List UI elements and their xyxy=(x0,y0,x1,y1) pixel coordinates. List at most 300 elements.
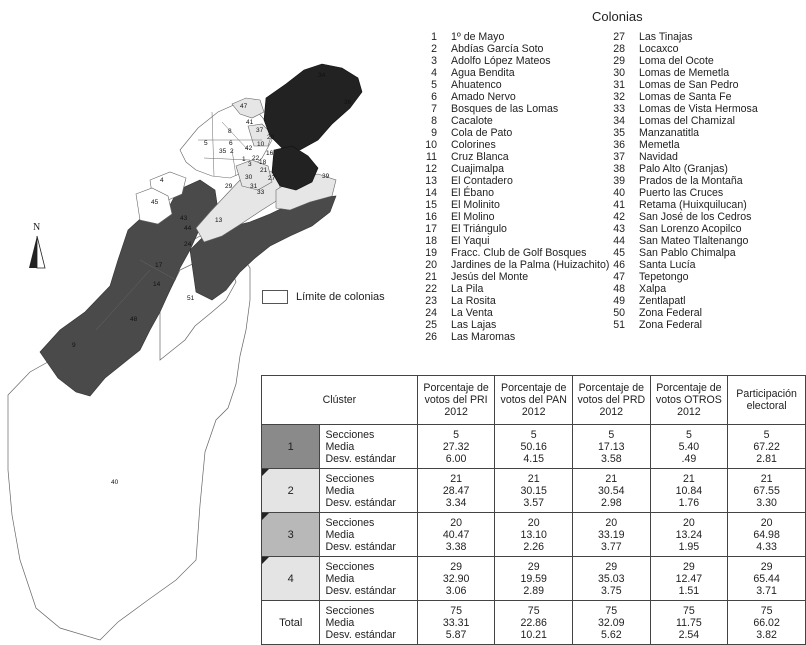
stat-value: 4.33 xyxy=(756,540,777,553)
colonia-item xyxy=(595,103,758,115)
stat-value: 1.95 xyxy=(678,540,700,553)
value-cell xyxy=(573,425,651,469)
colonia-number: 15 xyxy=(425,199,437,212)
colonia-name: Memetla xyxy=(639,139,680,152)
value-cell xyxy=(417,425,495,469)
stat-value: 3.75 xyxy=(600,584,622,597)
colonia-item xyxy=(407,175,609,187)
cluster-label: 2 xyxy=(287,484,294,497)
cluster-label: Total xyxy=(279,616,303,629)
table-body xyxy=(262,425,806,645)
stat-value: 33.19 xyxy=(598,528,625,541)
colonia-number: 47 xyxy=(613,271,625,284)
map-label-16: 16 xyxy=(266,150,274,157)
map-label-6: 6 xyxy=(229,140,233,147)
colonia-item xyxy=(407,103,609,115)
stat-value: 3.38 xyxy=(445,540,467,553)
stat-value: 29 xyxy=(450,560,462,573)
value-cell xyxy=(728,425,806,469)
stat-value: 11.75 xyxy=(676,616,702,629)
stat-label: Desv. estándar xyxy=(325,628,396,641)
colonia-item xyxy=(595,67,758,79)
colonia-name: Las Maromas xyxy=(451,331,516,344)
stat-value: 3.30 xyxy=(756,496,777,509)
colonia-name: Adolfo López Mateos xyxy=(451,55,551,68)
stat-label: Secciones xyxy=(325,560,375,573)
stat-value: 5 xyxy=(530,428,537,441)
map-label-27: 27 xyxy=(268,175,276,182)
colonia-number: 26 xyxy=(425,331,437,344)
colonia-item xyxy=(595,211,758,223)
colonia-number: 40 xyxy=(613,187,625,200)
colonia-name: Cacalote xyxy=(451,115,493,128)
colonia-number: 39 xyxy=(613,175,625,188)
stat-value: 32.09 xyxy=(598,616,625,629)
colonia-number: 6 xyxy=(431,91,437,104)
colonia-number: 7 xyxy=(431,103,437,116)
colonia-number: 18 xyxy=(425,235,437,248)
colonia-item xyxy=(595,187,758,199)
map-label-29: 29 xyxy=(225,183,233,190)
stat-value: 21 xyxy=(682,472,695,485)
colonia-number: 28 xyxy=(613,43,625,56)
colonia-item xyxy=(407,199,609,211)
north-label: N xyxy=(33,222,41,233)
stat-value: 28.47 xyxy=(442,484,470,497)
colonia-item xyxy=(407,151,609,163)
corner-marker-icon xyxy=(262,557,269,564)
colonia-item xyxy=(595,235,758,247)
stat-value: 5.40 xyxy=(678,440,700,453)
colonia-name: Lomas de Vista Hermosa xyxy=(639,103,758,116)
stat-value: 27.32 xyxy=(442,440,470,453)
colonia-number: 21 xyxy=(425,271,437,284)
colonia-name: Zona Federal xyxy=(639,319,703,332)
colonia-item xyxy=(407,43,609,55)
colonia-item xyxy=(595,127,758,139)
value-cell xyxy=(417,469,495,513)
colonia-name: La Pila xyxy=(451,283,484,296)
cluster-cell xyxy=(262,425,320,469)
stat-value: 5 xyxy=(453,428,460,441)
legend-label: Límite de colonias xyxy=(296,291,385,303)
colonia-item xyxy=(595,283,758,295)
map-label-22: 22 xyxy=(252,155,260,162)
map-label-33: 33 xyxy=(257,189,265,196)
stat-value: 3.06 xyxy=(445,584,467,597)
colonia-item xyxy=(595,307,758,319)
map-label-9: 9 xyxy=(72,342,76,349)
map-label-10: 10 xyxy=(257,141,265,148)
stat-value: 3.82 xyxy=(756,628,777,641)
map-label-30: 30 xyxy=(245,174,253,181)
header-pri: Porcentaje de votos del PRI 2012 xyxy=(417,376,495,425)
stat-value: 3.58 xyxy=(600,452,622,465)
colonia-number: 33 xyxy=(613,103,625,116)
colonia-number: 36 xyxy=(613,139,625,152)
map-label-47: 47 xyxy=(240,103,248,110)
header-pan: Porcentaje de votos del PAN 2012 xyxy=(495,376,573,425)
colonia-number: 32 xyxy=(613,91,625,104)
map-label-42: 42 xyxy=(245,145,253,152)
stat-label: Media xyxy=(325,484,355,497)
colonia-name: Las Tinajas xyxy=(639,31,693,43)
colonia-item xyxy=(407,271,609,283)
north-arrow-icon xyxy=(22,222,52,272)
stat-labels-cell xyxy=(320,601,417,645)
map-label-51: 51 xyxy=(187,295,195,302)
stat-value: 20 xyxy=(682,516,695,529)
colonia-number: 45 xyxy=(613,247,625,260)
stat-value: 13.10 xyxy=(520,528,547,541)
stat-value: 1.76 xyxy=(678,496,700,509)
colonia-name: Lomas del Chamizal xyxy=(639,115,735,128)
colonia-number: 2 xyxy=(431,43,437,56)
value-cell xyxy=(495,469,573,513)
colonia-item xyxy=(407,319,609,331)
colonia-number: 44 xyxy=(613,235,625,248)
colonia-number: 3 xyxy=(431,55,437,68)
colonia-item xyxy=(595,79,758,91)
colonia-number: 43 xyxy=(613,223,625,236)
stat-value: 30.15 xyxy=(520,484,547,497)
colonia-item xyxy=(407,67,609,79)
table-row xyxy=(262,469,806,513)
map-label-2: 2 xyxy=(230,148,234,155)
colonia-item xyxy=(407,55,609,67)
table-header-row xyxy=(262,376,806,425)
cluster-label: 1 xyxy=(287,440,294,453)
colonia-name: El Yaqui xyxy=(451,235,490,248)
colonia-item xyxy=(595,151,758,163)
colonia-name: Retama (Huixquilucan) xyxy=(639,199,747,212)
stat-label: Media xyxy=(325,440,355,453)
colonia-name: Santa Lucía xyxy=(639,259,696,272)
colonia-number: 48 xyxy=(613,283,625,296)
colonia-item xyxy=(407,115,609,127)
colonia-number: 8 xyxy=(431,115,437,128)
stat-value: 13.24 xyxy=(675,528,703,541)
colonia-item xyxy=(595,139,758,151)
stat-labels-cell xyxy=(320,425,417,469)
map-label-20: 20 xyxy=(267,134,275,141)
value-cell xyxy=(417,557,495,601)
colonia-number: 35 xyxy=(613,127,625,140)
colonia-item xyxy=(407,79,609,91)
colonia-name: Cruz Blanca xyxy=(451,151,509,164)
colonia-number: 10 xyxy=(425,139,437,152)
colonia-item xyxy=(595,115,758,127)
colonia-name: San José de los Cedros xyxy=(639,211,752,224)
cluster-label: 4 xyxy=(287,572,294,585)
colonia-name: Abdías García Soto xyxy=(451,43,544,56)
value-cell xyxy=(417,513,495,557)
stat-label: Desv. estándar xyxy=(325,496,396,509)
colonia-name: Colorines xyxy=(451,139,496,152)
colonia-number: 38 xyxy=(613,163,625,176)
value-cell xyxy=(495,513,573,557)
stat-value: 3.34 xyxy=(445,496,467,509)
stat-value: 29 xyxy=(605,560,618,573)
colonia-name: La Venta xyxy=(451,307,493,320)
map-label-39: 39 xyxy=(322,173,330,180)
value-cell xyxy=(650,557,728,601)
colonias-list-left xyxy=(407,31,609,343)
value-cell xyxy=(573,469,651,513)
colonia-item xyxy=(595,271,758,283)
colonia-number: 22 xyxy=(425,283,437,296)
colonia-item xyxy=(407,211,609,223)
colonia-item xyxy=(407,295,609,307)
value-cell xyxy=(573,557,651,601)
colonia-number: 1 xyxy=(431,31,437,43)
stat-value: 10.21 xyxy=(520,628,547,641)
colonia-item xyxy=(595,91,758,103)
map-label-24: 24 xyxy=(184,241,192,248)
cluster-cell xyxy=(262,601,320,645)
colonia-item xyxy=(595,199,758,211)
colonia-number: 23 xyxy=(425,295,437,308)
stat-value: 5.62 xyxy=(600,628,622,641)
colonia-name: Jardines de la Palma (Huizachito) xyxy=(451,259,610,272)
stat-value: 32.90 xyxy=(442,572,470,585)
colonia-name: Lomas de San Pedro xyxy=(639,79,739,92)
stat-value: 67.22 xyxy=(753,440,780,453)
stat-value: 29 xyxy=(760,560,773,573)
colonia-name: San Lorenzo Acopilco xyxy=(639,223,742,236)
stat-value: 75 xyxy=(605,604,618,617)
colonia-name: Palo Alto (Granjas) xyxy=(639,163,728,176)
colonia-name: Locaxco xyxy=(639,43,679,56)
header-participacion: Participación electoral xyxy=(728,376,806,425)
map-label-35: 35 xyxy=(219,148,227,155)
colonia-number: 41 xyxy=(613,199,625,212)
stat-value: 10.84 xyxy=(675,484,703,497)
stat-value: 20 xyxy=(760,516,773,529)
legend-swatch xyxy=(262,290,288,304)
map-label-31: 31 xyxy=(250,183,258,190)
colonia-number: 11 xyxy=(426,151,437,164)
colonia-name: Zentlapatl xyxy=(639,295,686,308)
colonia-number: 31 xyxy=(613,79,625,92)
stat-labels-cell xyxy=(320,557,417,601)
value-cell xyxy=(728,557,806,601)
colonia-name: Prados de la Montaña xyxy=(639,175,743,188)
map-label-48: 48 xyxy=(130,316,138,323)
colonia-number: 5 xyxy=(431,79,437,92)
colonia-item xyxy=(407,223,609,235)
value-cell xyxy=(495,557,573,601)
colonias-list-right xyxy=(595,31,758,331)
colonia-number: 19 xyxy=(425,247,437,260)
map-label-8: 8 xyxy=(228,128,232,135)
stat-value: 5 xyxy=(608,428,615,441)
colonia-number: 51 xyxy=(613,319,625,332)
header-cluster: Clúster xyxy=(262,376,418,425)
map-label-41: 41 xyxy=(246,119,254,126)
colonia-name: San Pablo Chimalpa xyxy=(639,247,736,260)
colonia-name: Las Lajas xyxy=(451,319,497,332)
colonia-name: El Molino xyxy=(451,211,495,224)
colonia-item xyxy=(407,91,609,103)
stat-value: 21 xyxy=(450,472,462,485)
colonia-item xyxy=(595,223,758,235)
table-row xyxy=(262,513,806,557)
stat-value: 19.59 xyxy=(520,572,547,585)
cluster-cell xyxy=(262,469,320,513)
stat-value: 29 xyxy=(682,560,695,573)
colonia-name: Cola de Pato xyxy=(451,127,513,140)
colonia-number: 4 xyxy=(431,67,437,80)
value-cell xyxy=(573,513,651,557)
colonia-number: 9 xyxy=(431,127,437,140)
colonia-item xyxy=(595,175,758,187)
stat-value: 5 xyxy=(685,428,692,441)
colonia-number: 16 xyxy=(425,211,437,224)
colonia-name: La Rosita xyxy=(451,295,496,308)
colonia-item xyxy=(407,31,609,43)
colonia-name: El Contadero xyxy=(451,175,513,188)
table-row xyxy=(262,601,806,645)
value-cell xyxy=(650,601,728,645)
map-label-44: 44 xyxy=(184,225,192,232)
map-label-45: 45 xyxy=(151,199,159,206)
colonia-item xyxy=(407,139,609,151)
colonia-item xyxy=(407,127,609,139)
colonia-name: Loma del Ocote xyxy=(639,55,714,68)
colonia-number: 12 xyxy=(425,163,437,176)
corner-marker-icon xyxy=(262,469,269,476)
colonia-item xyxy=(407,307,609,319)
colonia-number: 20 xyxy=(425,259,437,272)
stat-value: 4.15 xyxy=(523,452,545,465)
stat-value: 20 xyxy=(450,516,462,529)
stat-value: 40.47 xyxy=(442,528,470,541)
colonia-number: 13 xyxy=(425,175,437,188)
stat-value: 50.16 xyxy=(520,440,547,453)
stat-label: Desv. estándar xyxy=(325,452,396,465)
stat-value: 75 xyxy=(682,604,695,617)
value-cell xyxy=(650,513,728,557)
stat-value: 67.55 xyxy=(753,484,780,497)
stat-value: 2.81 xyxy=(756,452,777,465)
stat-label: Secciones xyxy=(325,604,375,617)
value-cell xyxy=(495,425,573,469)
region-34-36 xyxy=(264,64,362,150)
colonia-number: 42 xyxy=(613,211,625,224)
stat-value: 3.71 xyxy=(756,584,777,597)
stat-value: 2.26 xyxy=(523,540,545,553)
colonia-item xyxy=(407,187,609,199)
colonia-number: 14 xyxy=(425,187,437,200)
colonias-title: Colonias xyxy=(592,9,643,24)
stat-value: 75 xyxy=(760,604,773,617)
colonia-number: 27 xyxy=(613,31,625,43)
value-cell xyxy=(650,425,728,469)
colonia-name: Xalpa xyxy=(639,283,667,296)
colonia-number: 24 xyxy=(425,307,437,320)
stat-label: Media xyxy=(325,616,355,629)
stat-value: 20 xyxy=(605,516,618,529)
colonia-item xyxy=(595,319,758,331)
colonia-item xyxy=(595,55,758,67)
stat-value: 21 xyxy=(527,472,540,485)
colonia-number: 49 xyxy=(613,295,625,308)
stat-value: 3.57 xyxy=(523,496,545,509)
cluster-label: 3 xyxy=(287,528,294,541)
stat-label: Media xyxy=(325,528,355,541)
cluster-cell xyxy=(262,513,320,557)
colonia-name: Agua Bendita xyxy=(451,67,515,80)
stat-value: 33.31 xyxy=(442,616,470,629)
map-label-36: 36 xyxy=(344,99,352,106)
stat-value: 17.13 xyxy=(598,440,625,453)
map-label-34: 34 xyxy=(318,72,326,79)
colonia-name: Zona Federal xyxy=(639,307,703,320)
colonia-item xyxy=(407,331,609,343)
stat-label: Secciones xyxy=(325,472,375,485)
map-label-13: 13 xyxy=(215,217,223,224)
colonia-number: 29 xyxy=(613,55,625,68)
stat-value: 29 xyxy=(527,560,540,573)
colonia-name: Lomas de Memetla xyxy=(639,67,730,80)
stat-value: 5.87 xyxy=(445,628,467,641)
colonia-number: 17 xyxy=(425,223,437,236)
stat-value: 66.02 xyxy=(753,616,780,629)
map-label-3: 3 xyxy=(248,161,252,168)
value-cell xyxy=(728,601,806,645)
stat-value: 2.89 xyxy=(523,584,545,597)
colonia-number: 37 xyxy=(613,151,625,164)
colonia-item xyxy=(407,235,609,247)
value-cell xyxy=(728,513,806,557)
colonia-name: Amado Nervo xyxy=(451,91,516,104)
cluster-cell xyxy=(262,557,320,601)
colonia-name: Navidad xyxy=(639,151,678,164)
stat-value: 12.47 xyxy=(675,572,703,585)
stat-value: 5 xyxy=(763,428,770,441)
stat-value: 64.98 xyxy=(753,528,780,541)
header-otros: Porcentaje de votos OTROS 2012 xyxy=(650,376,728,425)
stat-label: Secciones xyxy=(325,516,375,529)
colonia-name: El Molinito xyxy=(451,199,500,212)
map-label-40: 40 xyxy=(111,479,119,486)
colonia-item xyxy=(595,163,758,175)
colonia-name: Jesús del Monte xyxy=(451,271,529,284)
map-label-18: 18 xyxy=(259,159,267,166)
colonia-number: 25 xyxy=(425,319,437,332)
stat-value: 22.86 xyxy=(520,616,547,629)
map-label-17: 17 xyxy=(155,262,163,269)
stat-value: 30.54 xyxy=(598,484,625,497)
stat-value: 2.98 xyxy=(600,496,622,509)
colonia-name: Manzanatitla xyxy=(639,127,700,140)
stat-value: 35.03 xyxy=(598,572,625,585)
map-label-5: 5 xyxy=(204,140,208,147)
stat-labels-cell xyxy=(320,513,417,557)
colonia-number: 34 xyxy=(613,115,625,128)
colonia-item xyxy=(595,247,758,259)
colonia-item xyxy=(595,259,758,271)
stat-value: 20 xyxy=(527,516,540,529)
colonia-item xyxy=(595,43,758,55)
colonia-number: 30 xyxy=(613,67,625,80)
map-label-14: 14 xyxy=(153,281,161,288)
value-cell xyxy=(650,469,728,513)
header-prd: Porcentaje de votos del PRD 2012 xyxy=(573,376,651,425)
colonia-name: Bosques de las Lomas xyxy=(451,103,559,116)
colonia-name: 1º de Mayo xyxy=(451,31,505,43)
